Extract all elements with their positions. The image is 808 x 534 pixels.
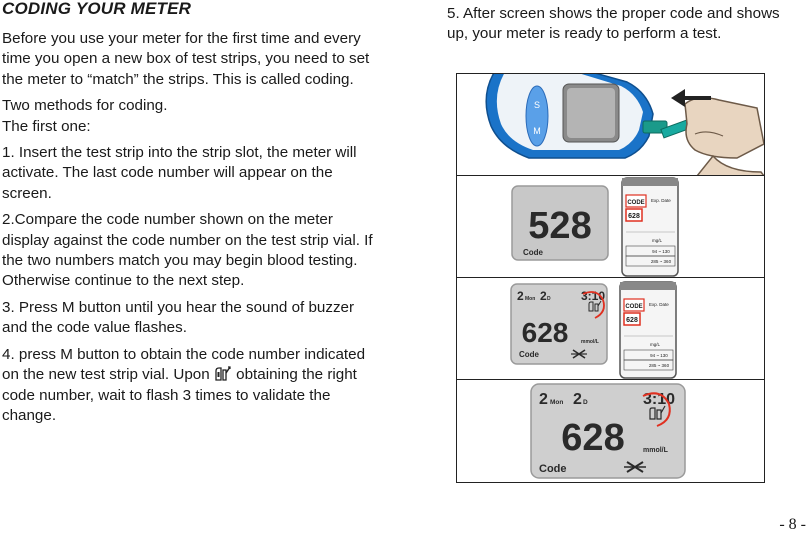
panel-insert-strip [457, 74, 764, 176]
intro-paragraph: Before you use your meter for the first time and every time you open a new box of test strips, you need to set the meter to “match” the strips. This is called coding. [2, 30, 370, 88]
step-5: 5. After screen shows the proper code and shows up, your meter is ready to perform a test. [447, 5, 780, 43]
meter-screen-inner [567, 88, 615, 138]
step-5-column [447, 4, 802, 45]
vial-code-value: 628 [628, 213, 640, 220]
lcd-time: 3:10 [581, 289, 606, 303]
step-4-part2: obtaining the right code number, wait to flash 3 times to validate the change. [2, 366, 357, 424]
instructions-column [2, 29, 382, 432]
lcd-code-value: 628 [561, 417, 625, 459]
lcd-day-label: D [547, 296, 551, 302]
lcd-month: 2 [517, 289, 524, 303]
step-4-part1: 4. press M button to obtain the code number indicated on the new test strip vial. Upon [2, 345, 366, 384]
step-4 [2, 345, 382, 427]
methods-line: Two methods for coding. [2, 97, 168, 115]
lcd-unit: mmol/L [643, 447, 668, 454]
methods-paragraph [2, 96, 382, 137]
vial-code-value: 628 [626, 317, 638, 324]
m-button-label: M [533, 126, 541, 136]
panel-last-code [457, 176, 764, 278]
lcd-day-label: D [583, 399, 588, 406]
lcd-code-value: 528 [528, 205, 592, 247]
test-strip-vial [622, 178, 678, 276]
page-number: - 8 - [779, 516, 806, 533]
vial-exp-header: Exp. Date [649, 302, 669, 307]
vial-range-2: 285 ~ 360 [650, 259, 672, 264]
vial-range-1: 94 ~ 130 [652, 249, 670, 254]
lcd-month: 2 [539, 391, 548, 408]
page-heading: CODING YOUR METER [2, 0, 192, 18]
lcd-month-label: Mon [525, 296, 536, 302]
lcd-unit: mmol/L [581, 339, 599, 345]
test-strip-vial [620, 282, 676, 378]
illustration-table [456, 73, 765, 483]
first-method-line: The first one: [2, 117, 91, 135]
step-2: 2.Compare the code number shown on the meter display against the code number on the test strip vial. If the two numbers match you may begin blood testing. Otherwise continue to the next step. [2, 211, 373, 290]
lcd-month-label: Mon [550, 399, 564, 406]
step-1: 1. Insert the test strip into the strip slot, the meter will activate. The last code number will appear on the screen. [2, 144, 357, 202]
lcd-code-label: Code [519, 350, 539, 359]
vial-unit: mg/L [651, 238, 663, 243]
fingers [685, 98, 764, 158]
lcd-code-value: 628 [521, 317, 569, 348]
meter-button-strip [526, 86, 548, 146]
vial-range-2: 285 ~ 360 [648, 363, 670, 368]
s-button-label: S [533, 100, 541, 110]
panel-ready [457, 380, 764, 482]
lcd-day: 2 [540, 289, 547, 303]
lcd-time: 3:10 [643, 391, 676, 408]
lcd-day: 2 [573, 391, 582, 408]
vial-code-label: CODE [627, 200, 645, 206]
vial-code-label: CODE [625, 304, 643, 310]
step-3: 3. Press M button until you hear the sound of buzzer and the code value flashes. [2, 298, 355, 337]
lcd-code-label: Code [539, 463, 567, 475]
vial-unit: mg/L [649, 342, 661, 347]
vial-exp-header: Exp. Date [651, 198, 671, 203]
lcd-code-label: Code [523, 248, 543, 257]
meter-strip-icon [214, 365, 232, 382]
vial-range-1: 94 ~ 130 [650, 353, 668, 358]
panel-compare-code [457, 278, 764, 380]
